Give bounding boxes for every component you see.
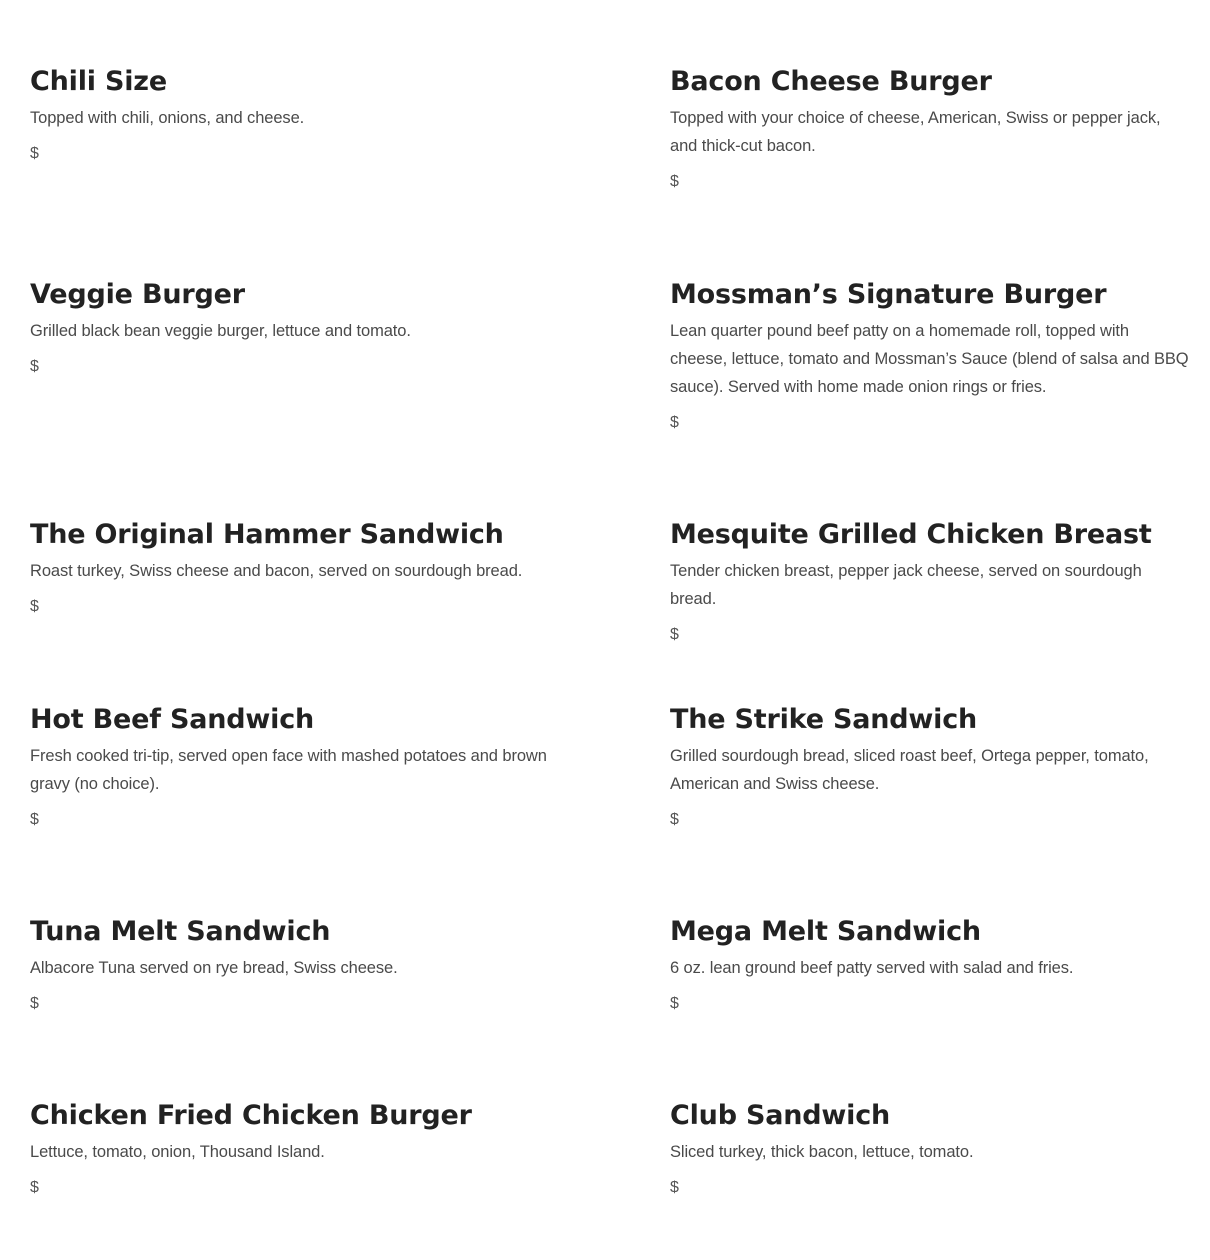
item-price: $ <box>670 1179 679 1196</box>
item-name: The Strike Sandwich <box>670 704 978 735</box>
item-name: Tuna Melt Sandwich <box>30 916 331 947</box>
menu-item-veggie-burger <box>30 279 550 377</box>
menu-item-original-hammer-sandwich <box>30 519 550 617</box>
menu-item-chili-size <box>30 66 550 164</box>
item-price: $ <box>670 811 679 828</box>
item-price: $ <box>30 598 39 615</box>
menu-item-hot-beef-sandwich <box>30 704 550 830</box>
item-description: Albacore Tuna served on rye bread, Swiss cheese. <box>30 959 398 977</box>
item-description: Topped with chili, onions, and cheese. <box>30 109 305 127</box>
item-description: Grilled black bean veggie burger, lettuce and tomato. <box>30 322 411 340</box>
item-description: Roast turkey, Swiss cheese and bacon, served on sourdough bread. <box>30 562 523 580</box>
item-description: Lean quarter pound beef patty on a homemade roll, topped with cheese, lettuce, tomato and Mossman’s Sauce (blend of salsa and BBQ sauce). Served with home made onion rings or fries. <box>670 322 1189 396</box>
item-price: $ <box>30 995 39 1012</box>
item-price: $ <box>30 358 39 375</box>
item-price: $ <box>30 145 39 162</box>
item-description: Grilled sourdough bread, sliced roast beef, Ortega pepper, tomato, American and Swiss cheese. <box>670 747 1149 793</box>
menu-item-chicken-fried-chicken-burger <box>30 1100 550 1198</box>
item-description: 6 oz. lean ground beef patty served with salad and fries. <box>670 959 1074 977</box>
item-name: Mega Melt Sandwich <box>670 916 981 947</box>
item-name: The Original Hammer Sandwich <box>30 519 504 550</box>
item-price: $ <box>30 1179 39 1196</box>
item-description: Topped with your choice of cheese, American, Swiss or pepper jack, and thick-cut bacon. <box>670 109 1161 155</box>
item-name: Mossman’s Signature Burger <box>670 279 1107 310</box>
item-description: Lettuce, tomato, onion, Thousand Island. <box>30 1143 325 1161</box>
menu-item-tuna-melt-sandwich <box>30 916 550 1014</box>
item-description: Sliced turkey, thick bacon, lettuce, tomato. <box>670 1143 974 1161</box>
menu-item-mossmans-signature-burger <box>670 279 1190 433</box>
item-name: Club Sandwich <box>670 1100 891 1131</box>
item-name: Chicken Fried Chicken Burger <box>30 1100 472 1131</box>
item-price: $ <box>670 995 679 1012</box>
item-name: Veggie Burger <box>30 279 245 310</box>
item-price: $ <box>30 811 39 828</box>
menu-item-club-sandwich <box>670 1100 1190 1198</box>
menu-item-mesquite-grilled-chicken-breast <box>670 519 1190 645</box>
menu-item-mega-melt-sandwich <box>670 916 1190 1014</box>
menu-item-strike-sandwich <box>670 704 1190 830</box>
menu-item-bacon-cheese-burger <box>670 66 1190 192</box>
item-name: Mesquite Grilled Chicken Breast <box>670 519 1152 550</box>
item-description: Fresh cooked tri-tip, served open face with mashed potatoes and brown gravy (no choice). <box>30 747 547 793</box>
item-price: $ <box>670 414 679 431</box>
item-price: $ <box>670 626 679 643</box>
item-name: Hot Beef Sandwich <box>30 704 315 735</box>
item-description: Tender chicken breast, pepper jack cheese, served on sourdough bread. <box>670 562 1142 608</box>
item-price: $ <box>670 173 679 190</box>
item-name: Bacon Cheese Burger <box>670 66 992 97</box>
item-name: Chili Size <box>30 66 167 97</box>
